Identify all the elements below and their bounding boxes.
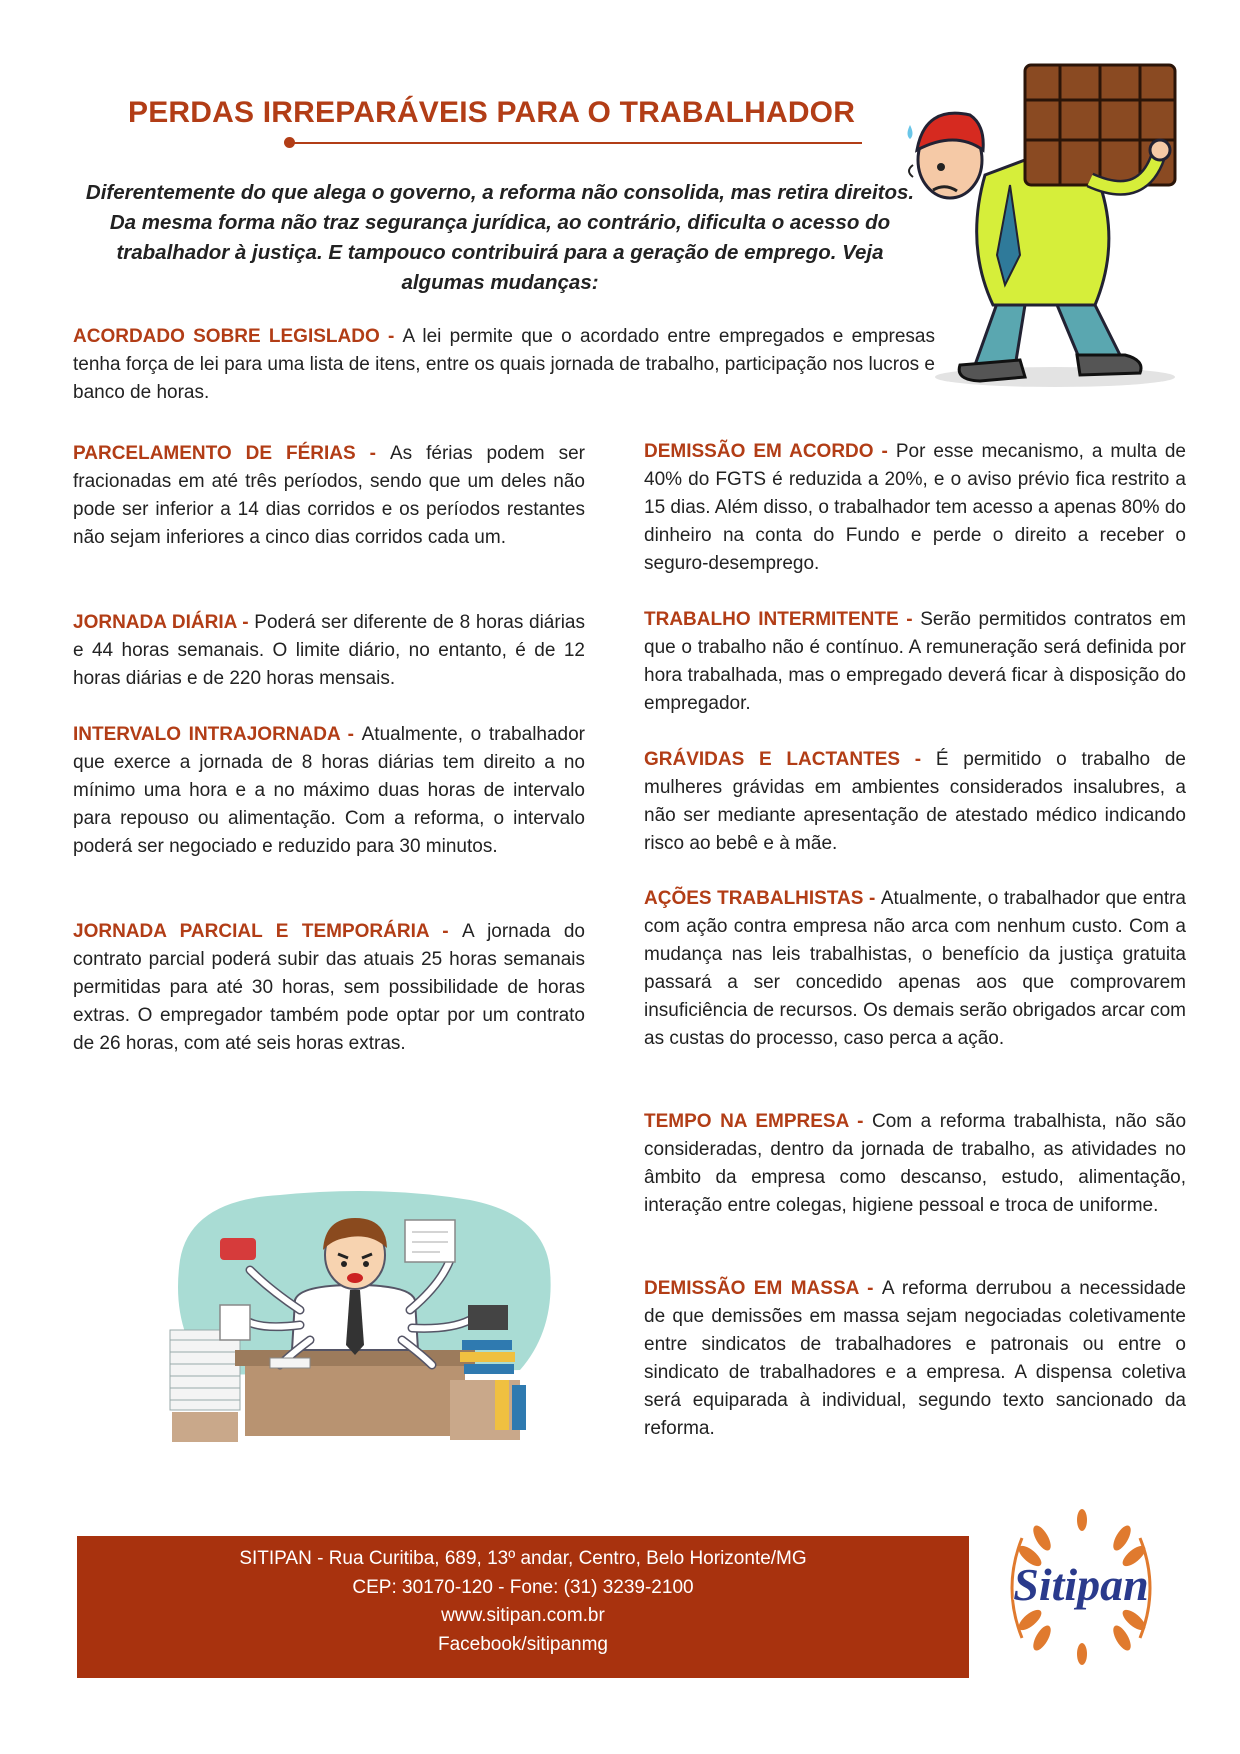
section-tempo: [644, 1108, 1186, 1220]
footer-contact: CEP: 30170-120 - Fone: (31) 3239-2100: [352, 1576, 694, 1598]
section-heading: TRABALHO INTERMITENTE: [644, 609, 899, 630]
section-separator: -: [873, 441, 896, 462]
section-gravidas: [644, 746, 1186, 858]
sitipan-logo: [982, 1508, 1180, 1668]
section-heading: PARCELAMENTO DE FÉRIAS: [73, 443, 356, 464]
logo-wordmark: Sitipan: [1013, 1559, 1149, 1610]
section-heading: AÇÕES TRABALHISTAS: [644, 888, 864, 909]
section-jornada-diaria: [73, 609, 585, 693]
section-separator: -: [355, 443, 390, 464]
section-intermitente: [644, 606, 1186, 718]
section-heading: DEMISSÃO EM MASSA: [644, 1278, 859, 1299]
section-body: Serão permitidos contratos em que o trabalho não é contínuo. A remuneração será definida por hora trabalhada, mas o empregado deverá ficar à disposição do empregador.: [644, 609, 1186, 714]
section-body: É permitido o trabalho de mulheres grávidas em ambientes considerados insalubres, a não ser mediante apresentação de atestado médico indicando risco ao bebê e à mãe.: [644, 749, 1186, 854]
section-separator: -: [863, 888, 881, 909]
section-body: Com a reforma trabalhista, não são consideradas, dentro da jornada de trabalho, as atividades no âmbito da empresa como descanso, estudo, alimentação, interação entre colegas, higiene pessoal e troca de uniforme.: [644, 1111, 1187, 1216]
footer-website-link[interactable]: www.sitipan.com.br: [441, 1605, 605, 1626]
section-demissao-acordo: [644, 438, 1186, 578]
section-heading: TEMPO NA EMPRESA: [644, 1111, 849, 1132]
footer-address: SITIPAN - Rua Curitiba, 689, 13º andar, Centro, Belo Horizonte/MG: [239, 1548, 807, 1569]
section-parcelamento: [73, 440, 585, 552]
section-body: Por esse mecanismo, a multa de 40% do FGTS é reduzida a 20%, e o aviso prévio fica restrito a 15 dias. Além disso, o trabalhador tem acesso a apenas 80% do dinheiro na conta do Fundo e perde o direito a receber o seguro-desemprego.: [644, 441, 1186, 574]
section-separator: -: [898, 609, 921, 630]
worker-carrying-crate-illustration: [905, 55, 1195, 395]
section-body: A reforma derrubou a necessidade de que demissões em massa sejam negociadas coletivamente entre sindicatos de trabalhadores e patronais ou entre o sindicato de trabalhadores e a empresa. A dispensa coletiva será equiparada à individual, segundo texto sancionado da reforma.: [644, 1278, 1186, 1439]
section-heading: JORNADA DIÁRIA: [73, 612, 237, 633]
section-jornada-parcial: [73, 918, 585, 1058]
section-heading: DEMISSÃO EM ACORDO: [644, 441, 874, 462]
section-separator: -: [900, 749, 936, 770]
page-title: PERDAS IRREPARÁVEIS PARA O TRABALHADOR: [128, 96, 856, 129]
section-heading: INTERVALO INTRAJORNADA: [73, 724, 340, 745]
section-body: Atualmente, o trabalhador que entra com ação contra empresa não arca com nenhum custo. Com a mudança nas leis trabalhistas, o benefício da justiça gratuita passará a ser concedido apenas aos que comprovarem insuficiência de recursos. Os demais serão obrigados arcar com as custas do processo, caso perca a ação.: [644, 888, 1186, 1049]
section-body: A lei permite que o acordado entre empregados e empresas tenha força de lei para uma lista de itens, entre os quais jornada de trabalho, participação nos lucros e banco de horas.: [73, 326, 935, 403]
section-heading: GRÁVIDAS E LACTANTES: [644, 749, 901, 770]
section-acordado: [73, 323, 935, 407]
section-separator: -: [858, 1278, 882, 1299]
footer-contact-bar: [77, 1536, 969, 1678]
section-body: As férias podem ser fracionadas em até três períodos, sendo que um deles não pode ser inferior a 14 dias corridos e os períodos restantes não sejam inferiores a cinco dias corridos cada um.: [73, 443, 585, 548]
footer-facebook-link[interactable]: Facebook/sitipanmg: [437, 1633, 609, 1655]
section-separator: -: [379, 326, 403, 347]
section-separator: -: [848, 1111, 872, 1132]
intro-text: Diferentemente do que alega o governo, a reforma não consolida, mas retira direitos. Da mesma forma não traz segurança jurídica, ao contrário, dificulta o acesso do trabalhador à justiça. E tampouco contribuirá para a geração de emprego. Veja algumas mudanças:: [85, 181, 915, 294]
section-heading: JORNADA PARCIAL E TEMPORÁRIA: [73, 921, 429, 942]
section-intervalo: [73, 721, 585, 861]
section-acoes: [644, 885, 1186, 1053]
section-separator: -: [236, 612, 255, 633]
section-body: A jornada do contrato parcial poderá subir das atuais 25 horas semanais permitidas para até 30 horas, sem possibilidade de horas extras. O empregador também pode optar por um contrato de 26 horas, com até seis horas extras.: [73, 921, 585, 1054]
stressed-office-worker-illustration: [150, 1180, 570, 1450]
title-rule: [290, 142, 862, 144]
section-demissao-massa: [644, 1275, 1186, 1443]
section-body: Atualmente, o trabalhador que exerce a jornada de 8 horas diárias tem direito a no mínimo uma hora e a no máximo duas horas de intervalo para repouso ou alimentação. Com a reforma, o intervalo poderá ser negociado e reduzido para 30 minutos.: [73, 724, 586, 857]
section-separator: -: [339, 724, 362, 745]
section-heading: ACORDADO SOBRE LEGISLADO: [73, 326, 380, 347]
section-body: Poderá ser diferente de 8 horas diárias e 44 horas semanais. O limite diário, no entanto, é de 12 horas diárias e de 220 horas mensais.: [73, 612, 585, 689]
section-separator: -: [428, 921, 463, 942]
